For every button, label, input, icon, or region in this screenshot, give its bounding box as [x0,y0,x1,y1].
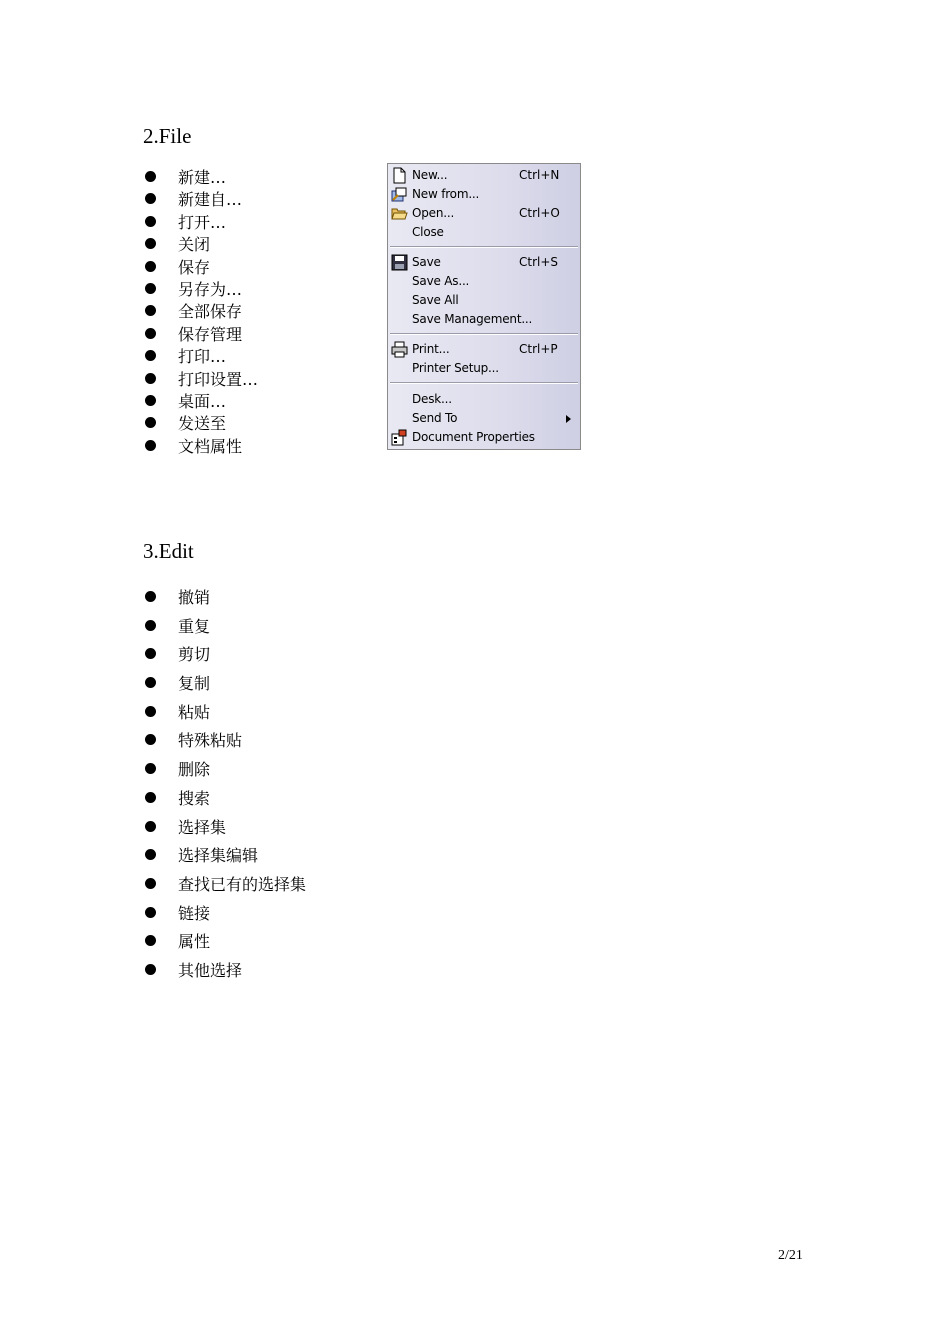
menu-item-save-all[interactable]: Save All [412,293,459,307]
edit-section-heading: 3.Edit [143,539,194,563]
bullet-icon [145,935,156,946]
bullet-icon [145,238,156,249]
menu-item-save-management[interactable]: Save Management... [412,312,533,326]
bullet-icon [145,261,156,272]
bullet-icon [145,171,156,182]
menu-item-printer-setup[interactable]: Printer Setup... [412,361,499,375]
bullet-icon [145,964,156,975]
bullet-icon [145,395,156,406]
bullet-icon [145,706,156,717]
bullet-icon [145,373,156,384]
file-section-heading: 2.File [143,124,192,148]
menu-item-close[interactable]: Close [412,225,444,239]
menu-separator [390,246,578,248]
bullet-icon [145,440,156,451]
menu-item-send-to[interactable]: Send To [388,409,580,428]
bullet-icon [145,620,156,631]
bullet-icon [145,734,156,745]
menu-item-save[interactable]: Save Ctrl+S [388,253,580,272]
floppy-disk-icon [391,254,408,271]
bullet-icon [145,350,156,361]
menu-item-new[interactable]: New... Ctrl+N [388,166,580,185]
page-number: 2/21 [778,1248,803,1263]
bullet-icon [145,849,156,860]
bullet-icon [145,417,156,428]
bullet-icon [145,677,156,688]
new-document-icon [391,167,408,184]
bullet-icon [145,591,156,602]
menu-item-save-as[interactable]: Save As... [412,274,470,288]
bullet-icon [145,907,156,918]
submenu-arrow-icon [566,415,571,423]
bullet-icon [145,283,156,294]
menu-separator [390,382,578,384]
bullet-icon [145,305,156,316]
bullet-icon [145,193,156,204]
menu-item-open[interactable]: Open... Ctrl+O [388,204,580,223]
bullet-icon [145,878,156,889]
bullet-icon [145,792,156,803]
menu-separator [390,333,578,335]
menu-item-print[interactable]: Print... Ctrl+P [388,340,580,359]
bullet-icon [145,648,156,659]
new-from-icon [391,186,408,203]
menu-item-new-from[interactable]: New from... [388,185,580,204]
bullet-icon [145,216,156,227]
document-properties-icon [391,429,408,446]
bullet-icon [145,328,156,339]
menu-item-desk[interactable]: Desk... [412,392,452,406]
bullet-icon [145,821,156,832]
open-folder-icon [391,205,408,222]
file-menu [387,163,581,450]
bullet-icon [145,763,156,774]
printer-icon [391,341,408,358]
menu-item-document-properties[interactable]: Document Properties [388,428,580,447]
